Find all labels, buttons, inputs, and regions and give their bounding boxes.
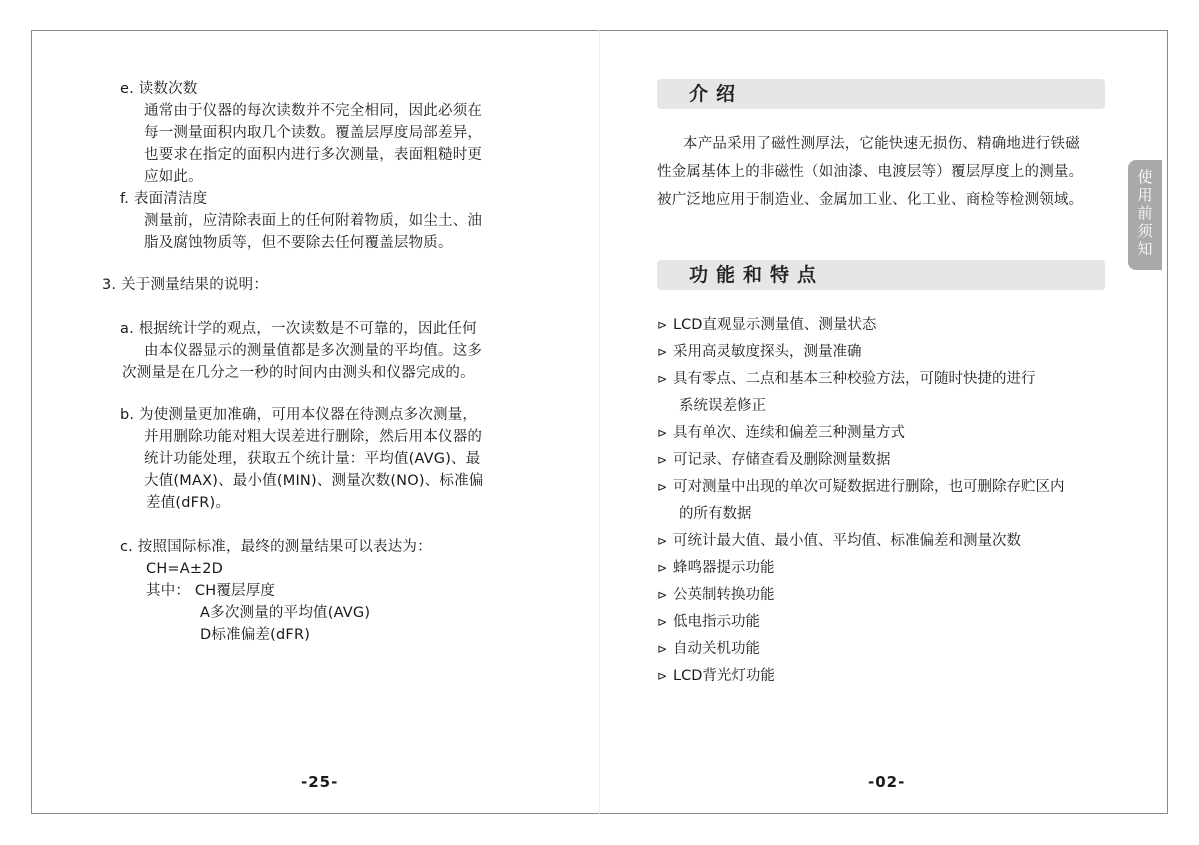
feature-item-text: 可对测量中出现的单次可疑数据进行删除，也可删除存贮区内	[673, 479, 1065, 495]
side-tab-char: 用	[1137, 186, 1153, 204]
left-text-line: b. 为使测量更加准确，可用本仪器在待测点多次测量，	[120, 407, 478, 423]
triangle-arrow-icon: ⊳	[657, 480, 668, 494]
side-tab-char: 知	[1137, 240, 1153, 258]
left-text-line: 由本仪器显示的测量值都是多次测量的平均值。这多	[144, 343, 483, 359]
triangle-arrow-icon: ⊳	[657, 588, 668, 602]
feature-item	[657, 667, 775, 685]
left-text-line: f. 表面清洁度	[120, 191, 208, 207]
feature-item	[657, 316, 876, 334]
side-tab-char: 须	[1137, 222, 1153, 240]
left-text-line: 并用删除功能对粗大误差进行删除，然后用本仪器的	[144, 429, 483, 445]
feature-item	[657, 370, 1036, 388]
feature-item-text: 系统误差修正	[679, 398, 766, 414]
feature-item	[657, 424, 905, 442]
triangle-arrow-icon: ⊳	[657, 318, 668, 332]
feature-item	[657, 559, 775, 577]
left-text-line: e. 读数次数	[120, 81, 198, 97]
triangle-arrow-icon: ⊳	[657, 669, 668, 683]
left-text-line: 通常由于仪器的每次读数并不完全相同，因此必须在	[144, 103, 483, 119]
left-text-line: 大值(MAX)、最小值(MIN)、测量次数(NO)、标准偏	[144, 473, 484, 489]
left-text-line: 每一测量面积内取几个读数。覆盖层厚度局部差异，	[144, 125, 483, 141]
feature-item	[657, 451, 891, 469]
left-text-line: CH=A±2D	[146, 561, 224, 577]
left-text-line: 也要求在指定的面积内进行多次测量，表面粗糙时更	[144, 147, 483, 163]
feature-item	[657, 532, 1021, 550]
side-tab-char: 前	[1137, 204, 1153, 222]
left-text-line: 次测量是在几分之一秒的时间内由测头和仪器完成的。	[122, 365, 475, 381]
intro-paragraph-line-2: 性金属基体上的非磁性（如油漆、电渡层等）覆层厚度上的测量。	[657, 164, 1084, 180]
triangle-arrow-icon: ⊳	[657, 615, 668, 629]
feature-item	[679, 397, 766, 415]
feature-item	[679, 505, 752, 523]
side-tab-char: 使	[1137, 168, 1153, 186]
right-page-number: -02-	[868, 773, 906, 791]
feature-item-text: 可统计最大值、最小值、平均值、标准偏差和测量次数	[673, 533, 1021, 549]
features-heading-band	[657, 260, 1105, 290]
triangle-arrow-icon: ⊳	[657, 345, 668, 359]
triangle-arrow-icon: ⊳	[657, 426, 668, 440]
feature-item-text: 蜂鸣器提示功能	[673, 560, 775, 576]
left-text-line: c. 按照国际标准，最终的测量结果可以表达为：	[120, 539, 432, 555]
feature-item-text: LCD背光灯功能	[673, 668, 775, 684]
feature-item	[657, 640, 760, 658]
feature-item-text: 自动关机功能	[673, 641, 760, 657]
feature-item-text: 可记录、存储查看及删除测量数据	[673, 452, 891, 468]
feature-item-text: 公英制转换功能	[673, 587, 775, 603]
feature-item	[657, 343, 862, 361]
left-text-line: 测量前，应清除表面上的任何附着物质，如尘土、油	[144, 213, 483, 229]
feature-item	[657, 586, 775, 604]
triangle-arrow-icon: ⊳	[657, 453, 668, 467]
left-text-line: D标准偏差(dFR)	[200, 627, 311, 643]
intro-paragraph-line-1: 本产品采用了磁性测厚法，它能快速无损伤、精确地进行铁磁	[683, 136, 1080, 152]
triangle-arrow-icon: ⊳	[657, 561, 668, 575]
left-text-line: 3. 关于测量结果的说明：	[102, 277, 269, 293]
triangle-arrow-icon: ⊳	[657, 534, 668, 548]
page-fold	[599, 30, 600, 814]
triangle-arrow-icon: ⊳	[657, 642, 668, 656]
intro-paragraph-line-3: 被广泛地应用于制造业、金属加工业、化工业、商检等检测领域。	[657, 192, 1084, 208]
features-title: 功能和特点	[689, 264, 825, 286]
left-text-line: 统计功能处理，获取五个统计量：平均值(AVG)、最	[144, 451, 481, 467]
left-page-number: -25-	[301, 773, 339, 791]
left-text-line: 其中： CH覆层厚度	[146, 583, 276, 599]
intro-heading-band	[657, 79, 1105, 109]
intro-title: 介绍	[689, 83, 744, 105]
left-text-line: a. 根据统计学的观点，一次读数是不可靠的，因此任何	[120, 321, 477, 337]
left-text-line: A多次测量的平均值(AVG)	[200, 605, 371, 621]
feature-item-text: 的所有数据	[679, 506, 752, 522]
feature-item-text: 采用高灵敏度探头，测量准确	[673, 344, 862, 360]
triangle-arrow-icon: ⊳	[657, 372, 668, 386]
side-tab	[1128, 160, 1162, 270]
feature-item-text: 低电指示功能	[673, 614, 760, 630]
feature-item	[657, 478, 1065, 496]
left-text-line: 脂及腐蚀物质等，但不要除去任何覆盖层物质。	[144, 235, 453, 251]
left-text-line: 差值(dFR)。	[146, 495, 231, 511]
feature-item-text: 具有单次、连续和偏差三种测量方式	[673, 425, 905, 441]
feature-item-text: LCD直观显示测量值、测量状态	[673, 317, 877, 333]
feature-item	[657, 613, 760, 631]
left-text-line: 应如此。	[144, 169, 203, 185]
feature-item-text: 具有零点、二点和基本三种校验方法，可随时快捷的进行	[673, 371, 1036, 387]
